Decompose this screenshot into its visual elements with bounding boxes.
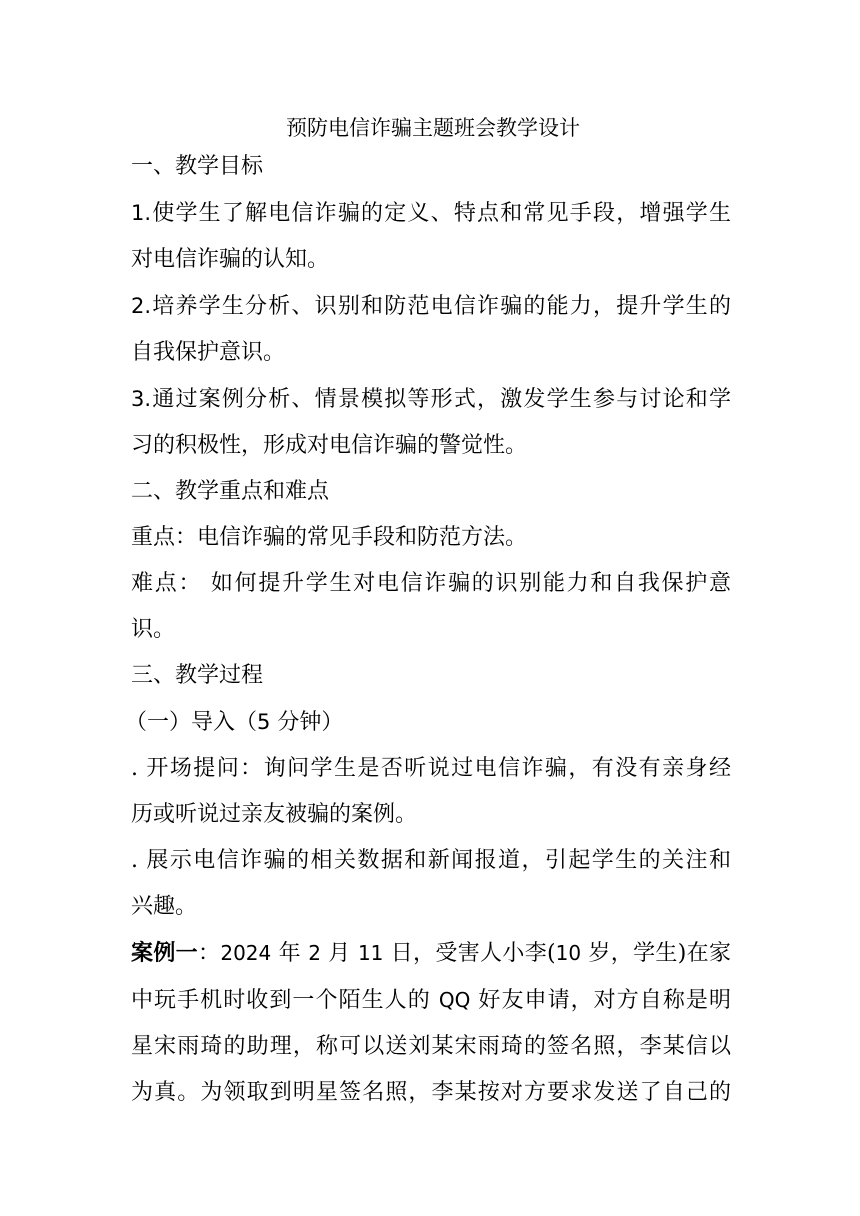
intro-point-2-line-2: 兴趣。 — [131, 894, 198, 919]
case-1-month: 2 — [308, 941, 321, 965]
objective-2-line-1 — [131, 283, 731, 330]
objective-3-text: 通过案例分析、情景模拟等形式，激发学生参与讨论和学 — [151, 387, 731, 412]
objective-3-line-1 — [131, 376, 731, 423]
subsection-intro-heading — [125, 699, 731, 746]
section-heading-objectives: 一、教学目标 — [131, 154, 264, 179]
difficult-point-line-2: 识。 — [131, 617, 176, 642]
objective-1-number: 1. — [131, 201, 152, 225]
subsection-intro-minutes: 5 — [257, 710, 271, 734]
objective-2-text: 培养学生分析、识别和防范电信诈骗的能力，提升学生的 — [151, 294, 731, 319]
intro-point-1-line-2: 历或听说过亲友被骗的案例。 — [131, 802, 418, 827]
case-1-text-e: 岁，学生)在家 — [581, 941, 731, 966]
section-heading-process: 三、教学过程 — [131, 663, 264, 688]
case-1-line-2-b: 好友申请，对方自称是明 — [470, 988, 731, 1013]
intro-point-2-line-1: . 展示电信诈骗的相关数据和新闻报道，引起学生的关注和 — [131, 848, 731, 873]
case-1-text-b: 年 — [271, 941, 309, 966]
case-1-line-2-a: 中玩手机时收到一个陌生人的 — [131, 988, 439, 1013]
subsection-intro-pre: （一）导入（ — [125, 710, 258, 735]
objective-1-line-1 — [131, 190, 731, 237]
case-1-qq: QQ — [438, 988, 471, 1012]
objective-3-number: 3. — [131, 387, 152, 411]
objective-1-line-2: 对电信诈骗的认知。 — [131, 247, 330, 272]
document-title: 预防电信诈骗主题班会教学设计 — [286, 116, 580, 140]
subsection-intro-post: 分钟） — [270, 710, 344, 735]
objective-1-text: 使学生了解电信诈骗的定义、特点和常见手段，增强学生 — [151, 201, 731, 226]
case-1-line-4: 为真。为领取到明星签名照，李某按对方要求发送了自己的 — [131, 1080, 731, 1105]
case-1-text-c: 月 — [320, 941, 358, 966]
case-1-line-3: 星宋雨琦的助理，称可以送刘某宋雨琦的签名照，李某信以 — [131, 1034, 731, 1059]
difficult-point-line-1: 难点： 如何提升学生对电信诈骗的识别能力和自我保护意 — [131, 571, 731, 596]
objective-2-number: 2. — [131, 294, 152, 318]
section-heading-key-points: 二、教学重点和难点 — [131, 479, 330, 504]
case-1-text-d: 日，受害人小李( — [383, 941, 556, 966]
case-1-line-2 — [131, 977, 731, 1024]
case-1-text-a: ： — [198, 941, 221, 966]
case-1-age: 10 — [555, 941, 582, 965]
document-page — [125, 112, 731, 1116]
case-1-label: 案例一 — [131, 940, 198, 966]
objective-2-line-2: 自我保护意识。 — [131, 340, 286, 365]
case-1-year: 2024 — [220, 941, 272, 965]
case-1-line-1 — [131, 930, 731, 977]
case-1-day: 11 — [357, 941, 384, 965]
key-point-text: 重点：电信诈骗的常见手段和防范方法。 — [131, 525, 528, 550]
objective-3-line-2: 习的积极性，形成对电信诈骗的警觉性。 — [131, 433, 528, 458]
intro-point-1-line-1: . 开场提问：询问学生是否听说过电信诈骗，有没有亲身经 — [131, 756, 731, 781]
